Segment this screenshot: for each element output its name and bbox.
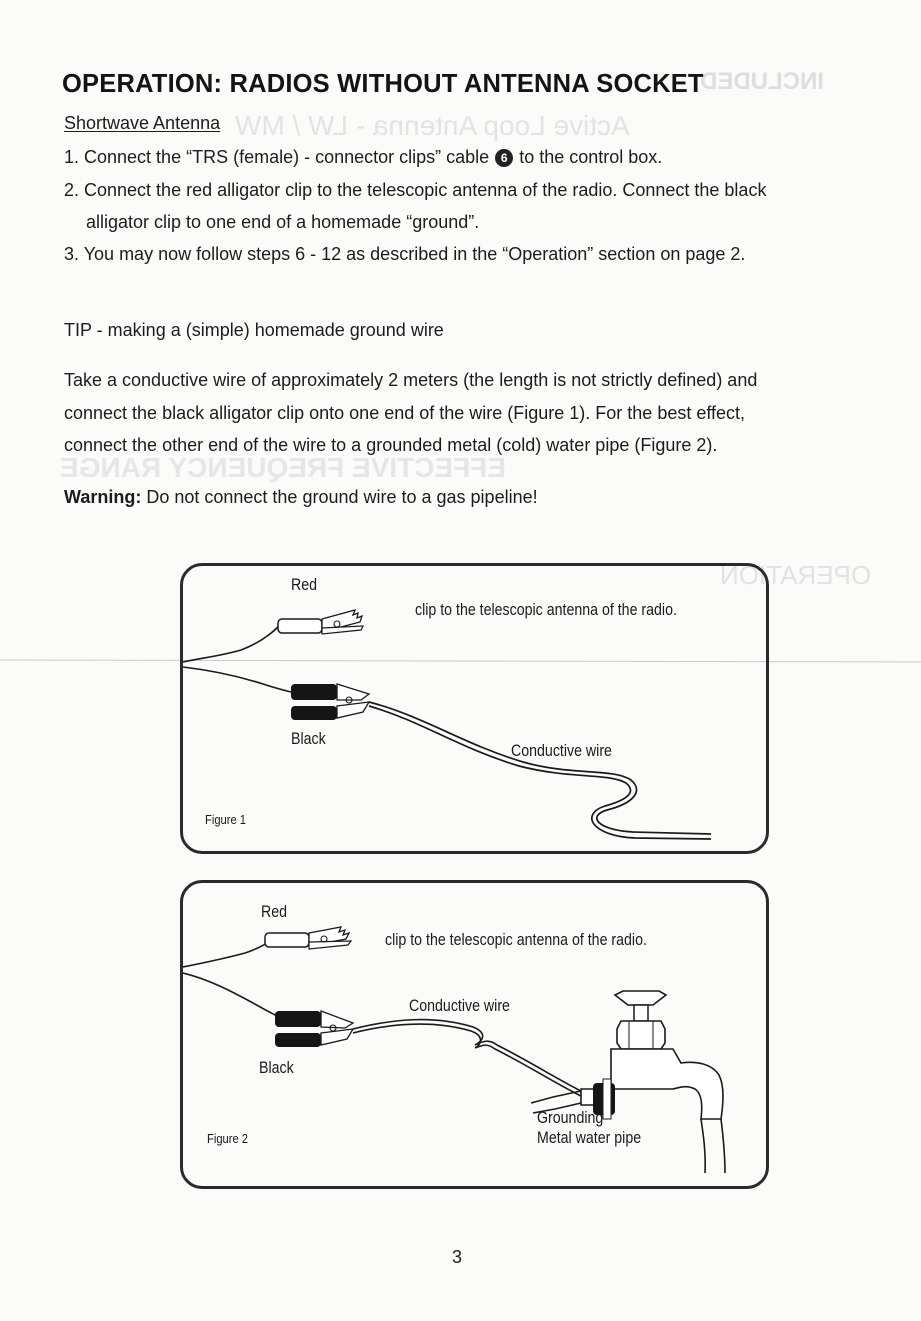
red-alligator-clip	[278, 610, 363, 634]
step-2-line-2: alligator clip to one end of a homemade “ground”.	[86, 212, 480, 232]
figure-2-pipe-label: Metal water pipe	[537, 1129, 642, 1147]
tip-line-3: connect the other end of the wire to a grounded metal (cold) water pipe (Figure 2).	[64, 435, 718, 455]
bleed-through-product-title: Active Loop Antenna - LW / MW	[235, 110, 630, 141]
figure-2-panel	[180, 880, 769, 1189]
step-1	[64, 147, 662, 168]
red-alligator-clip	[265, 927, 351, 949]
figure-2-caption: Figure 2	[207, 1131, 249, 1146]
warning-label: Warning:	[64, 487, 142, 507]
tip-heading: TIP - making a (simple) homemade ground wire	[64, 320, 444, 340]
figure-2-red-label: Red	[261, 903, 288, 921]
warning-text: Do not connect the ground wire to a gas pipeline!	[146, 487, 538, 507]
step-2-line-1: 2. Connect the red alligator clip to the telescopic antenna of the radio. Connect the black	[64, 180, 767, 200]
page-number: 3	[452, 1247, 463, 1267]
black-alligator-clip	[291, 684, 369, 720]
figure-2-black-label: Black	[259, 1059, 294, 1077]
step-1-text-end: to the control box.	[519, 147, 663, 167]
figure-1-clip-note: clip to the telescopic antenna of the radio.	[415, 601, 677, 619]
tip-line-1: Take a conductive wire of approximately 2 meters (the length is not strictly defined) and	[64, 370, 758, 390]
bleed-through-operation-heading: OPERATION	[720, 560, 872, 590]
step-3: 3. You may now follow steps 6 - 12 as described in the “Operation” section on page 2.	[64, 244, 746, 264]
tip-line-2: connect the black alligator clip onto one end of the wire (Figure 1). For the best effect,	[64, 403, 746, 423]
figure-1-panel	[180, 563, 769, 854]
page-title: OPERATION: RADIOS WITHOUT ANTENNA SOCKET	[62, 70, 704, 98]
step-1-text-start: 1. Connect the “TRS (female) - connector clips” cable	[64, 147, 490, 167]
figure-2-grounding-label: Grounding	[537, 1109, 604, 1127]
cable-number-badge: 6	[495, 149, 513, 167]
figure-2-clip-note: clip to the telescopic antenna of the radio.	[385, 931, 647, 949]
figure-2-wire-label: Conductive wire	[409, 997, 510, 1015]
section-subheading: Shortwave Antenna	[64, 113, 221, 133]
figure-1-black-label: Black	[291, 730, 326, 748]
figure-1-red-label: Red	[291, 576, 318, 594]
bleed-through-range-heading: EFFECTIVE FREQUENCY RANGE	[60, 452, 506, 483]
warning-line	[64, 487, 538, 508]
black-alligator-clip	[275, 1011, 353, 1047]
figure-1-caption: Figure 1	[205, 812, 247, 827]
bleed-through-header: INCLUDED	[700, 68, 824, 95]
figure-2-illustration	[183, 883, 766, 1186]
figure-1-wire-label: Conductive wire	[511, 742, 612, 760]
